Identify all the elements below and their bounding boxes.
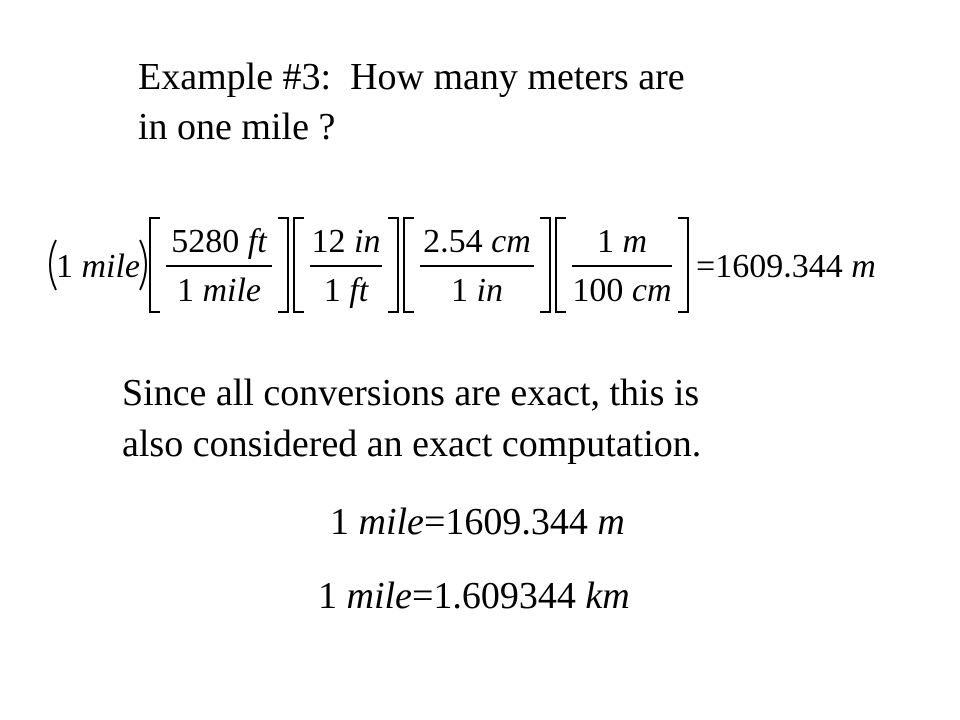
lead-unit: mile [81,248,141,285]
slide-title [138,52,858,152]
conversion-equation [40,206,920,324]
factor1-den-unit: mile [202,272,262,309]
factor1-open-paren [150,218,160,312]
rhs-value: 1.609344 [433,575,576,617]
equation-result [696,248,876,285]
result-unit: m [851,248,876,285]
factor2-num-value: 12 [311,223,346,260]
factor3-den-value: 1 [451,272,469,309]
factor2-den-value: 1 [323,272,341,309]
rhs-unit: m [597,501,625,543]
factor1-den-value: 1 [176,272,194,309]
note-line-2: also considered an exact computation. [122,423,702,465]
note-line-1: Since all conversions are exact, this is [122,372,700,414]
factor1-numerator [171,223,268,260]
result-meters [330,500,625,544]
factor3-denominator [451,272,503,309]
lead-close-paren [140,240,146,290]
title-line-1: Example #3: How many meters are [138,56,685,98]
factor4-den-unit: cm [631,272,672,309]
factor2-close-paren [388,218,398,312]
lead-value: 1 [55,248,73,285]
factor4-close-paren [678,218,688,312]
title-line-2: in one mile ? [138,106,336,148]
factor3-open-paren [404,218,414,312]
equals-sign: = [423,501,446,543]
factor3-den-unit: in [476,272,503,309]
lhs-unit: mile [346,575,412,617]
factor2-open-paren [294,218,304,312]
result-kilometers [318,574,630,618]
factor2-denominator [324,272,370,309]
equals-sign: = [411,575,434,617]
factor1-close-paren [278,218,288,312]
rhs-value: 1609.344 [445,501,588,543]
factor1-denominator [177,272,261,309]
factor1-num-unit: ft [247,223,267,260]
factor4-num-value: 1 [596,223,614,260]
factor2-numerator [312,223,381,260]
factor2-num-unit: in [354,223,381,260]
factor3-numerator [423,223,531,260]
result-value: 1609.344 [715,248,843,285]
factor4-denominator [572,272,671,309]
lhs-unit: mile [358,501,424,543]
factor4-numerator [597,223,647,260]
factor3-num-value: 2.54 [423,223,483,260]
factor4-den-value: 100 [572,272,624,309]
factor1-num-value: 5280 [171,223,240,260]
factor4-open-paren [556,218,566,312]
lhs-value: 1 [318,575,337,617]
factor2-den-unit: ft [349,272,369,309]
lhs-value: 1 [330,501,349,543]
lead-term [56,248,140,285]
exactness-note [122,368,882,470]
rhs-unit: km [585,575,630,617]
equals-sign: = [696,248,716,285]
factor3-num-unit: cm [491,223,531,260]
factor4-num-unit: m [622,223,648,260]
factor3-close-paren [540,218,550,312]
